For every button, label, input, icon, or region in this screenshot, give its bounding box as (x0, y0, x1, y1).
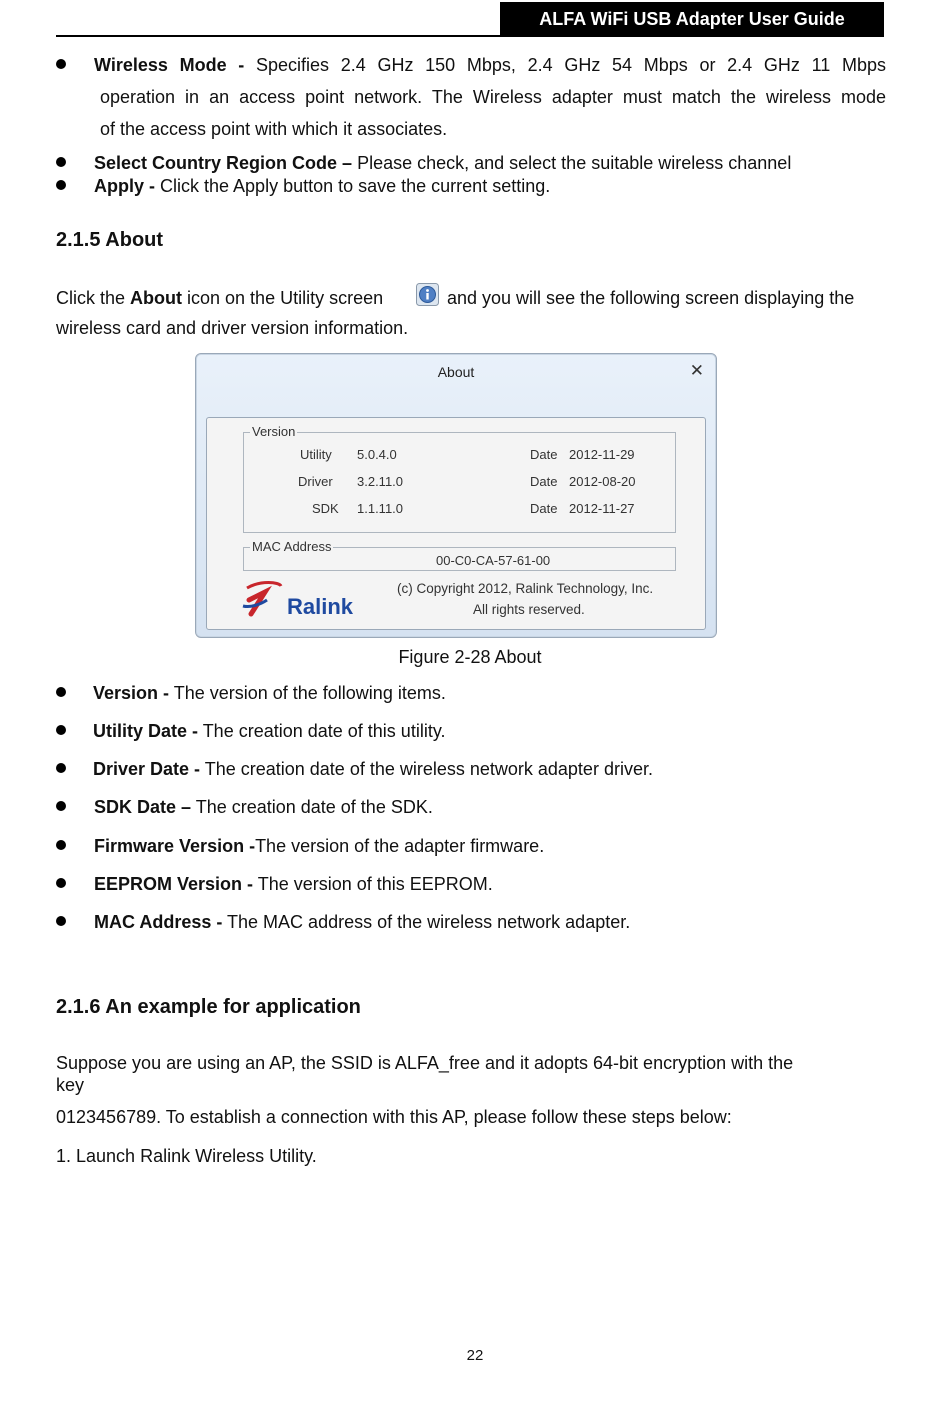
def-utility-date (93, 720, 445, 742)
apply-label: Apply - (94, 176, 155, 196)
wireless-mode-label: Wireless Mode - (94, 55, 245, 75)
bullet-dot (56, 687, 66, 697)
driver-version: 3.2.11.0 (357, 474, 404, 489)
about-p1-bold: About (130, 288, 183, 308)
figure-caption: Figure 2-28 About (398, 647, 542, 667)
version-caption: Version (252, 424, 296, 439)
def-sdk-date (94, 796, 433, 818)
wireless-mode-line1 (94, 54, 886, 76)
def-eeprom-version (94, 873, 493, 895)
def-label: MAC Address - (94, 912, 223, 932)
country-text: Please check, and select the suitable wireless channel (357, 153, 792, 173)
def-text: The version of the adapter firmware. (255, 836, 545, 856)
header-title: ALFA WiFi USB Adapter User Guide (500, 2, 884, 37)
utility-date: 2012-11-29 (569, 447, 635, 462)
def-label: EEPROM Version - (94, 874, 254, 894)
example-paragraph-line1: Suppose you are using an AP, the SSID is ALFA_free and it adopts 64-bit encryption with the (56, 1053, 794, 1073)
about-dialog (195, 353, 717, 638)
country-bullet (94, 152, 791, 174)
utility-date-label: Date (530, 447, 558, 462)
example-paragraph-2: 0123456789. To establish a connection with this AP, please follow these steps below: (56, 1107, 732, 1127)
example-paragraph-line2: key (56, 1075, 85, 1095)
wireless-mode-line3: of the access point with which it associates. (100, 119, 448, 139)
bullet-dot (56, 878, 66, 888)
country-label: Select Country Region Code – (94, 153, 353, 173)
def-text: The creation date of the wireless network adapter driver. (200, 759, 653, 779)
step-1: 1. Launch Ralink Wireless Utility. (56, 1146, 317, 1166)
def-label: Version - (93, 683, 170, 703)
sdk-version: 1.1.11.0 (357, 501, 404, 516)
bullet-dot (56, 801, 66, 811)
section-heading-example: 2.1.6 An example for application (56, 996, 361, 1018)
def-text: The version of this EEPROM. (253, 874, 493, 894)
mac-caption: MAC Address (252, 539, 332, 554)
bullet-dot (56, 157, 66, 167)
def-firmware-version (94, 835, 544, 857)
driver-date-label: Date (530, 474, 558, 489)
about-paragraph-line2: wireless card and driver version information. (56, 318, 409, 338)
driver-label: Driver (298, 474, 333, 489)
page-number: 22 (466, 1347, 484, 1364)
bullet-dot (56, 59, 66, 69)
rights-text: All rights reserved. (473, 602, 585, 617)
close-icon[interactable]: ✕ (689, 361, 704, 380)
bullet-dot (56, 763, 66, 773)
def-label: SDK Date – (94, 797, 192, 817)
apply-text: Click the Apply button to save the current setting. (160, 176, 551, 196)
bullet-dot (56, 725, 66, 735)
mac-group (243, 539, 676, 571)
utility-version: 5.0.4.0 (357, 447, 397, 462)
wireless-mode-text: Specifies 2.4 GHz 150 Mbps, 2.4 GHz 54 Mbps or 2.4 GHz 11 Mbps (255, 55, 886, 75)
def-text: The version of the following items. (169, 683, 446, 703)
utility-label: Utility (300, 447, 332, 462)
mac-value: 00-C0-CA-57-61-00 (436, 553, 551, 568)
section-heading-about: 2.1.5 About (56, 229, 164, 251)
about-paragraph-line1-end: and you will see the following screen displaying the (447, 288, 855, 308)
ralink-logo-icon (241, 578, 285, 620)
wireless-mode-line2: operation in an access point network. The Wireless adapter must match the wireless mode (100, 87, 886, 107)
copyright-text: (c) Copyright 2012, Ralink Technology, Inc. (397, 581, 654, 596)
about-p1-pre: Click the (56, 288, 131, 308)
sdk-date: 2012-11-27 (569, 501, 635, 516)
def-mac-address (94, 911, 630, 933)
def-driver-date (93, 758, 653, 780)
def-label: Firmware Version - (94, 836, 256, 856)
bullet-dot (56, 916, 66, 926)
ralink-logo-text: Ralink (287, 594, 354, 619)
bullet-dot (56, 840, 66, 850)
def-text: The MAC address of the wireless network adapter. (222, 912, 631, 932)
def-text: The creation date of this utility. (198, 721, 446, 741)
apply-bullet (94, 175, 550, 197)
about-p1-mid: icon on the Utility screen (182, 288, 384, 308)
sdk-date-label: Date (530, 501, 558, 516)
driver-date: 2012-08-20 (569, 474, 636, 489)
info-icon (416, 283, 439, 306)
def-text: The creation date of the SDK. (191, 797, 433, 817)
dialog-body (206, 417, 706, 630)
def-version (93, 682, 446, 704)
sdk-label: SDK (312, 501, 339, 516)
about-paragraph-line1 (56, 287, 383, 309)
bullet-dot (56, 180, 66, 190)
version-group (243, 424, 676, 533)
def-label: Utility Date - (93, 721, 199, 741)
dialog-title: About (437, 364, 475, 380)
def-label: Driver Date - (93, 759, 201, 779)
